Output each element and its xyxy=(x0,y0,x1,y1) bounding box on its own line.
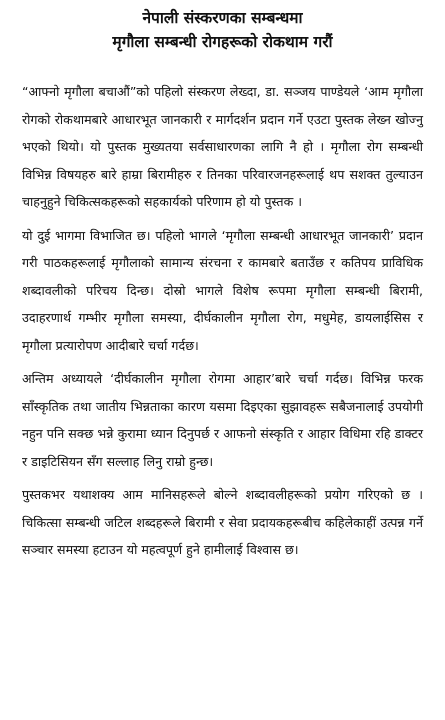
document-title xyxy=(22,6,423,54)
paragraph-1: “आफ्नो मृगौला बचाऔं”को पहिलो संस्करण लेख्दा, डा. सञ्जय पाण्डेयले ‘आम मृगौला रोगको रोकथामबारे आधारभूत जानकारी र मार्गदर्शन प्रदान गर्ने एउटा पुस्तक लेख्न खोज्नु भएको थियो। यो पुस्तक मुख्यतया सर्वसाधारणका लागि नै हो । मृगौला रोग सम्बन्धी विभिन्न विषयहरु बारे हाम्रा बिरामीहरु र तिनका परिवारजनहरूलाई थप सशक्त तुल्याउन चाहनुहुने चिकित्सकहरूको सहकार्यको परिणाम हो यो पुस्तक । xyxy=(22,84,423,209)
paragraph-2: यो दुई भागमा विभाजित छ। पहिलो भागले ‘मृगौला सम्बन्धी आधारभूत जानकारी’ प्रदान गरी पाठकहरूलाई मृगौलाको सामान्य संरचना र कामबारे बताउँछ र कतिपय प्राविधिक शब्दावलीको परिचय दिन्छ। दोस्रो भागले विशेष रूपमा मृगौला सम्बन्धी बिरामी, उदाहरणार्थ गम्भीर मृगौला समस्या, दीर्घकालीन मृगौला रोग, मधुमेह, डायलाईसिस र मृगौला प्रत्यारोपण आदीबारे चर्चा गर्दछ। xyxy=(22,227,423,353)
title-line-2: मृगौला सम्बन्धी रोगहरूको रोकथाम गरौं xyxy=(112,33,333,51)
paragraph-4: पुस्तकभर यथाशक्य आम मानिसहरूले बोल्ने शब्दावलीहरूको प्रयोग गरिएको छ । चिकित्सा सम्बन्धी जटिल शब्दहरूले बिरामी र सेवा प्रदायकहरूबीच कहिलेकाहीं उत्पन्न गर्ने सञ्चार समस्या हटाउन यो महत्वपूर्ण हुने हामीलाई विश्वास छ। xyxy=(22,487,423,557)
title-line-1: नेपाली संस्करणका सम्बन्धमा xyxy=(142,9,303,27)
paragraph-3: अन्तिम अध्यायले ‘दीर्घकालीन मृगौला रोगमा आहार’बारे चर्चा गर्दछ। विभिन्न फरक साँस्कृतिक तथा जातीय भिन्नताका कारण यसमा दिइएका सुझावहरू सबैजनालाई उपयोगी नहुन पनि सक्छ भन्ने कुरामा ध्यान दिनुपर्छ र आफनो संस्कृति र आहार विधिमा रहि डाक्टर र डाइटिसियन सँग सल्लाह लिनु राम्रो हुन्छ। xyxy=(22,371,423,469)
document-body xyxy=(22,78,423,564)
